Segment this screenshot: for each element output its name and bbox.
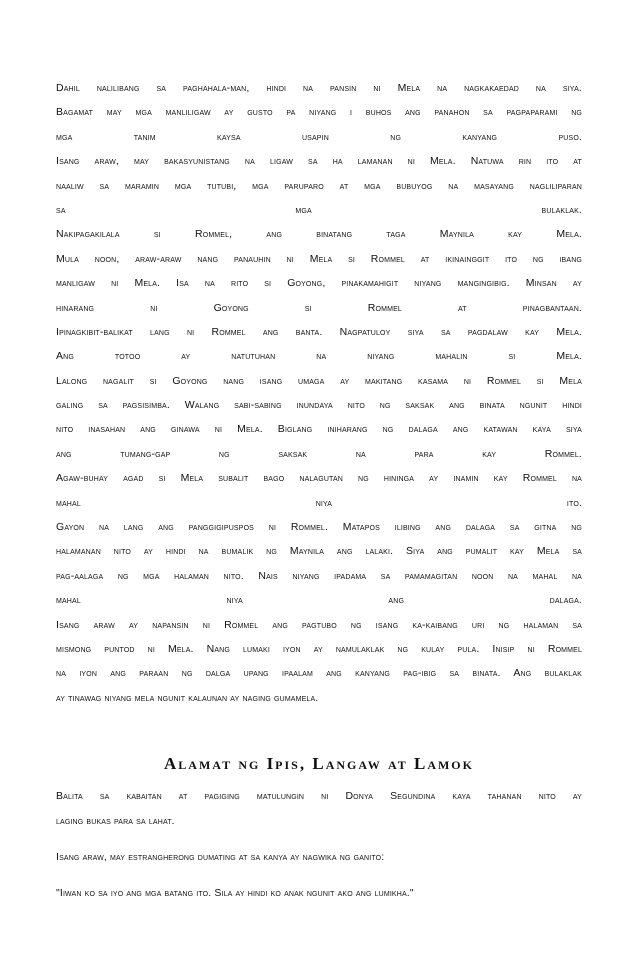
- text-line: mga tanim kaysa usapin ng kanyang puso.: [56, 130, 582, 143]
- story-paragraphs: [56, 76, 582, 710]
- text-line: "Iiwan ko sa iyo ang mga batang ito. Sila ay hindi ko anak ngunit ako ang lumikha.": [56, 887, 414, 900]
- text-line: Isang araw ay napansin ni Rommel ang pagtubo ng isang ka-kaibang uri ng halaman sa: [56, 618, 582, 631]
- text-line: hinarang ni Goyong si Rommel at pinagbantaan.: [56, 301, 582, 314]
- text-line: mahal niya ang dalaga.: [56, 594, 582, 607]
- text-line: Gayon na lang ang panggigipuspos ni Rommel. Matapos ilibing ang dalaga sa gitna ng: [56, 521, 582, 534]
- section-title: Alamat ng Ipis, Langaw at Lamok: [164, 754, 474, 774]
- text-line: Dahil nalilibang sa paghahala-man, hindi na pansin ni Mela na nagkakaedad na siya.: [56, 82, 582, 94]
- text-line: Lalong nagalit si Goyong nang isang umaga ay makitang kasama ni Rommel si Mela: [56, 374, 582, 387]
- text-line: Ipinagkibit-balikat lang ni Rommel ang banta. Nagpatuloy siya sa pagdalaw kay Mela.: [56, 325, 582, 338]
- text-line: mismong puntod ni Mela. Nang lumaki iyon ay namulaklak ng kulay pula. Inisip ni Rommel: [56, 642, 582, 655]
- text-line: ay tinawag niyang mela ngunit kalaunan ay naging gumamela.: [56, 691, 319, 704]
- text-line: Ang totoo ay natutuhan na niyang mahalin si Mela.: [56, 350, 582, 363]
- section-paragraph: [56, 784, 582, 833]
- text-line: Isang araw, may estrangherong dumating at sa kanya ay nagwika ng ganito:: [56, 850, 385, 863]
- text-line: manligaw ni Mela. Isa na rito si Goyong, pinakamahigit niyang mangingibig. Minsan ay: [56, 277, 582, 290]
- text-line: na iyon ang paraan ng dalga upang ipaalam ang kanyang pag-ibig sa binata. Ang bulaklak: [56, 667, 582, 680]
- text-line: ang tumang-gap ng saksak na para kay Rommel.: [56, 447, 582, 460]
- text-line: sa mga bulaklak.: [56, 203, 582, 216]
- text-line: Isang araw, may bakasyunistang na ligaw sa ha lamanan ni Mela. Natuwa rin ito at: [56, 155, 582, 168]
- document-page: [56, 76, 582, 906]
- text-line: Balita sa kabaitan at pagiging matulungin ni Donya Segundina kaya tahanan nito ay: [56, 790, 582, 803]
- text-line: mahal niya ito.: [56, 496, 582, 509]
- text-line: Agaw-buhay agad si Mela subalit bago nalagutan ng hininga ay inamin kay Rommel na: [56, 472, 582, 485]
- text-line: pag-aalaga ng mga halaman nito. Nais niyang ipadama sa pamamagitan noon na mahal na: [56, 569, 582, 582]
- text-line: laging bukas para sa lahat.: [56, 814, 175, 827]
- text-line: Mula noon, araw-araw nang panauhin ni Mela si Rommel at ikinainggit ito ng ibang: [56, 252, 582, 265]
- text-line: Bagamat may mga manliligaw ay gusto pa niyang i buhos ang panahon sa pagpaparami ng: [56, 106, 582, 119]
- text-line: nito inasahan ang ginawa ni Mela. Biglang iniharang ng dalaga ang katawan kaya siya: [56, 423, 582, 436]
- text-line: halamanan nito ay hindi na bumalik ng Maynila ang lalaki. Siya ang pumalit kay Mela sa: [56, 545, 582, 558]
- text-line: Nakipagakilala si Rommel, ang binatang taga Maynila kay Mela.: [56, 228, 582, 241]
- text-line: naaliw sa maramin mga tutubi, mga paruparo at mga bubuyog na masayang nagliliparan: [56, 179, 582, 192]
- text-line: galing sa pagsisimba. Walang sabi-sabing inundaya nito ng saksak ang binata ngunit hindi: [56, 399, 582, 412]
